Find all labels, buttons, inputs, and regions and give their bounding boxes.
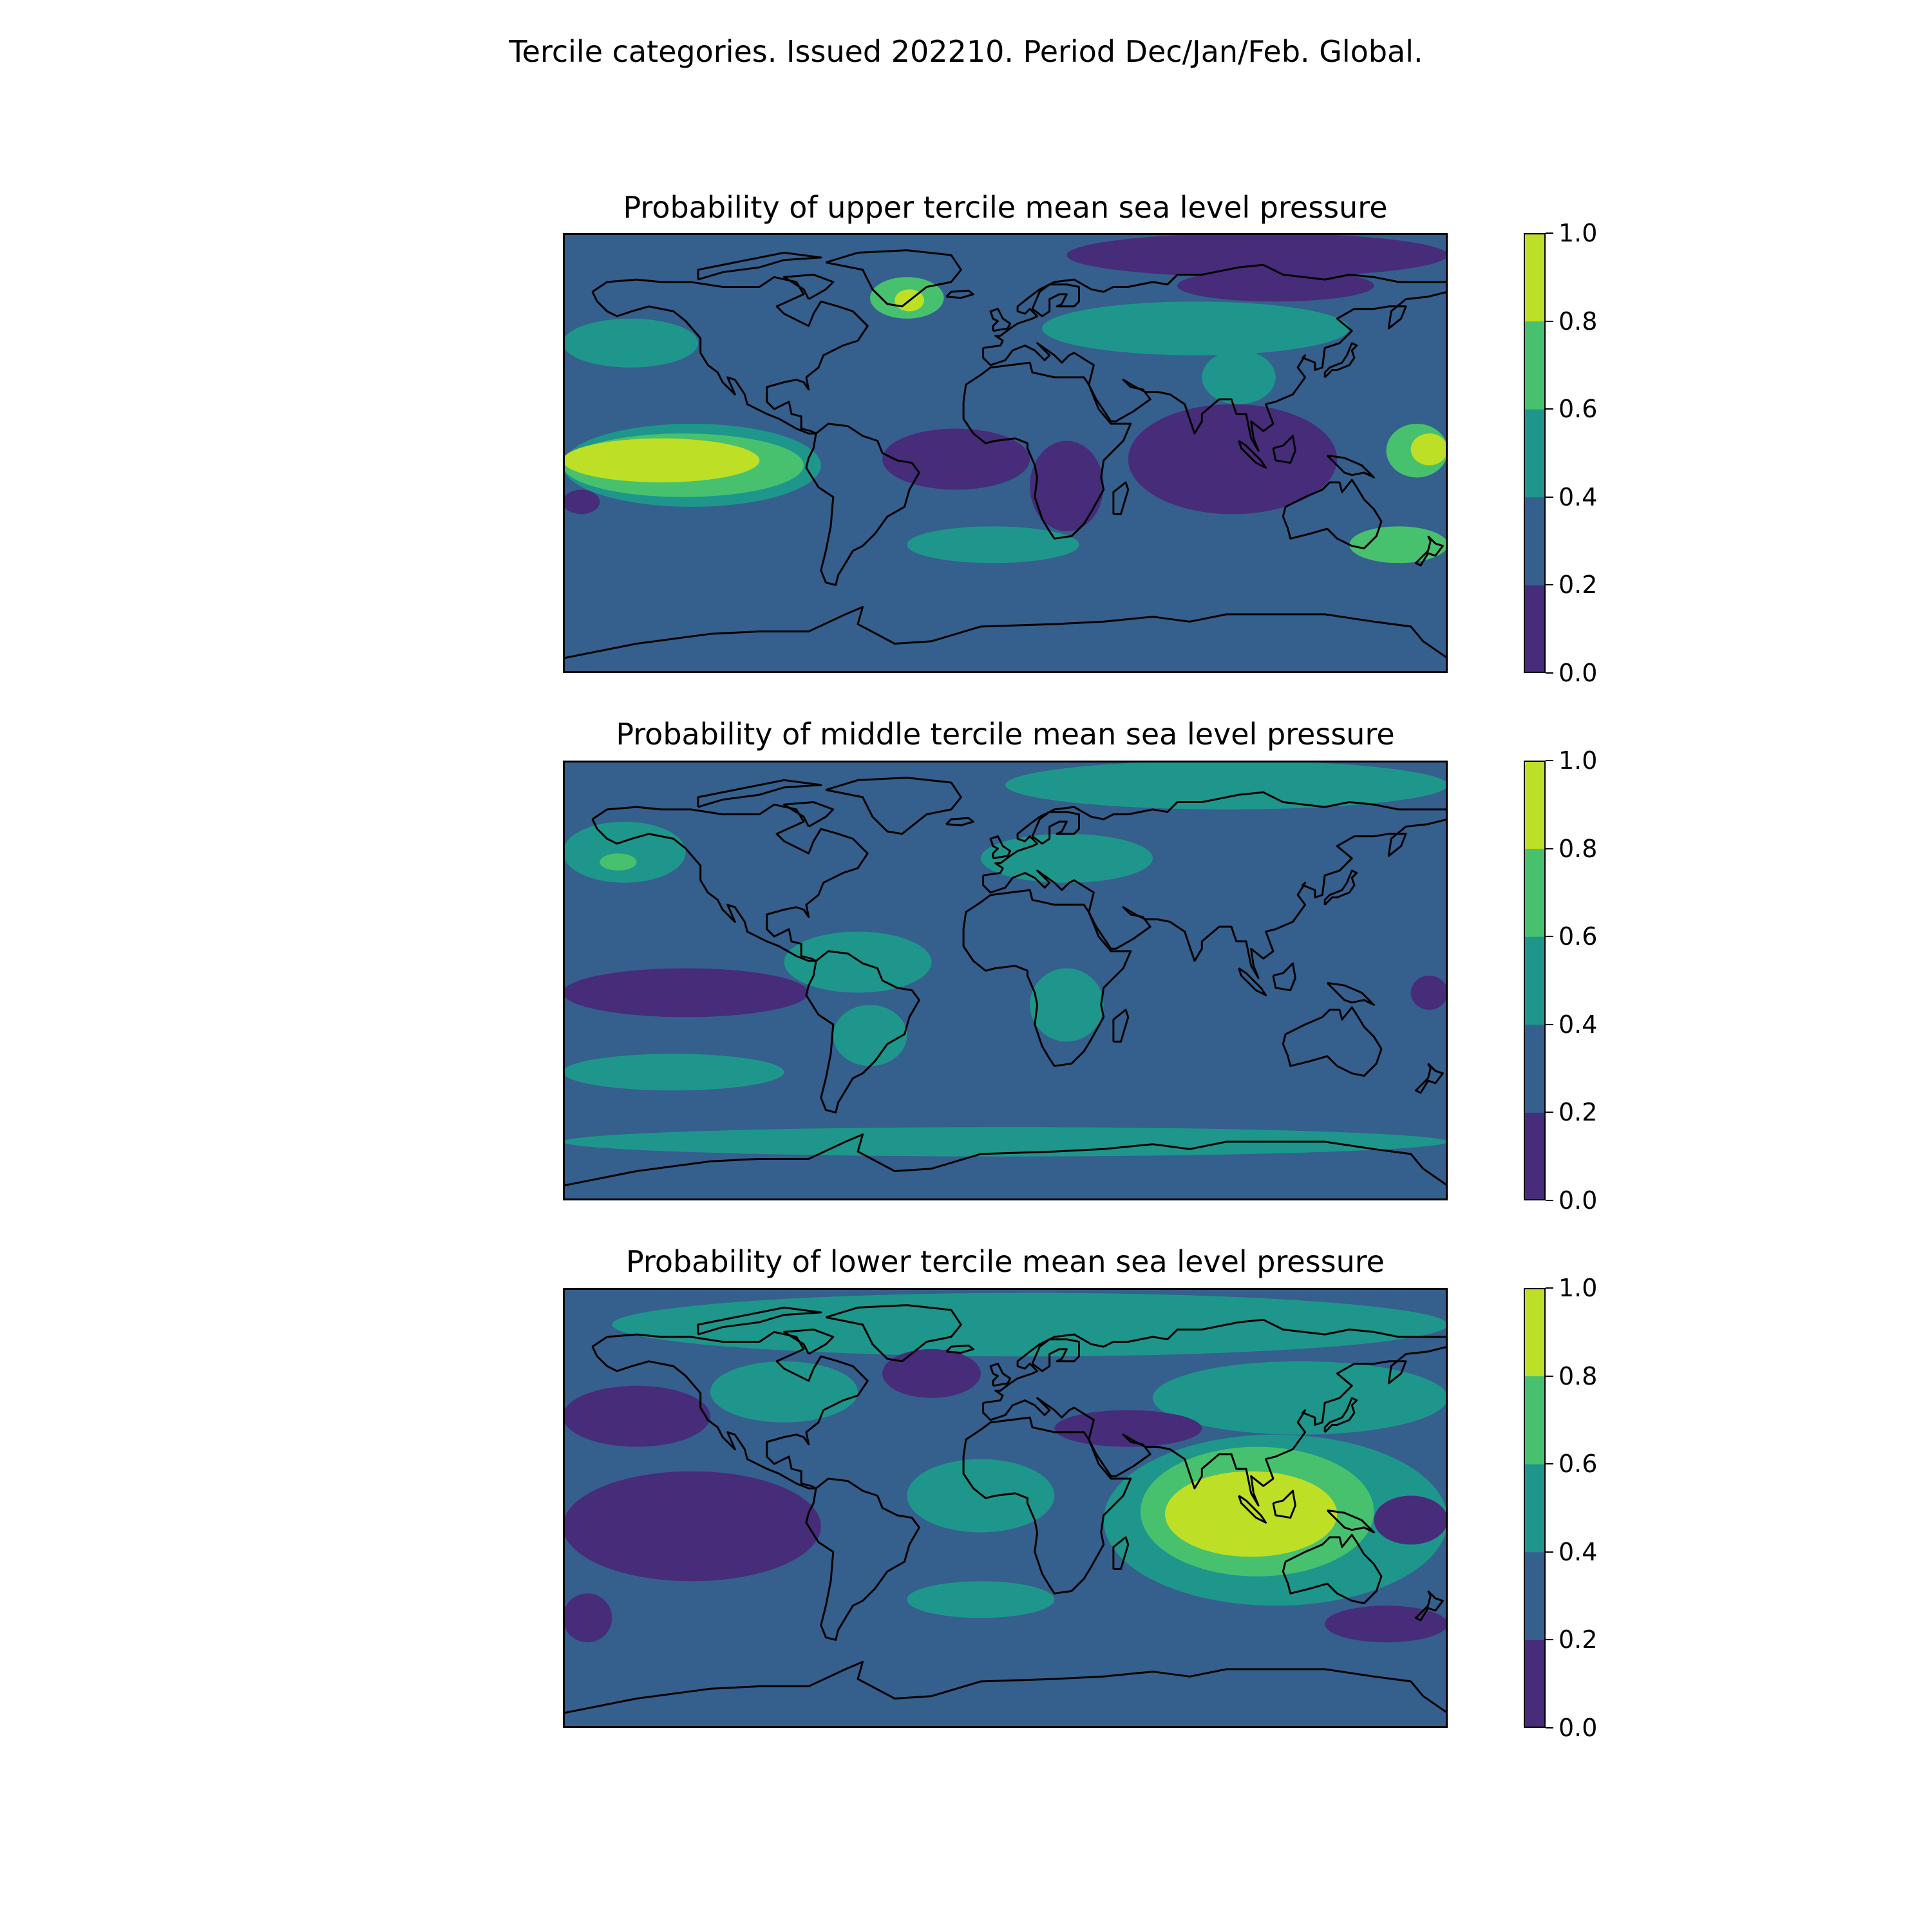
colorbar-level bbox=[1524, 761, 1546, 849]
colorbar-tick bbox=[1546, 672, 1553, 674]
colorbar bbox=[1524, 233, 1546, 673]
region-tropical-pacific-yellow bbox=[563, 439, 759, 482]
colorbar-tick bbox=[1546, 1551, 1553, 1553]
region-north-pacific-low bbox=[563, 1386, 710, 1447]
colorbar-tick bbox=[1546, 1112, 1553, 1113]
map-canvas bbox=[563, 1288, 1448, 1728]
panel-title: Probability of middle tercile mean sea level pressure bbox=[616, 717, 1395, 752]
colorbar-tick-label: 0.6 bbox=[1558, 922, 1598, 951]
region-south-atlantic-teal bbox=[907, 526, 1079, 563]
region-southeast-pacific-low bbox=[563, 1593, 612, 1642]
colorbar-tick-label: 0.6 bbox=[1558, 395, 1598, 424]
colorbar-tick bbox=[1546, 1727, 1553, 1728]
panel-title: Probability of upper tercile mean sea level pressure bbox=[623, 190, 1388, 225]
colorbar-tick-label: 1.0 bbox=[1558, 1274, 1598, 1302]
colorbar-tick bbox=[1546, 321, 1553, 322]
region-eurasia-teal-band bbox=[1042, 301, 1349, 355]
panel-title: Probability of lower tercile mean sea level pressure bbox=[626, 1244, 1385, 1279]
probability-map bbox=[563, 761, 1448, 1200]
region-west-pacific-low bbox=[1374, 1496, 1448, 1545]
colorbar-tick-label: 0.8 bbox=[1558, 307, 1598, 336]
colorbar-level bbox=[1524, 497, 1546, 585]
colorbar-tick-label: 0.2 bbox=[1558, 571, 1598, 600]
colorbar-tick bbox=[1546, 1463, 1553, 1464]
colorbar-level bbox=[1524, 321, 1546, 410]
probability-map bbox=[563, 1288, 1448, 1728]
figure-title: Tercile categories. Issued 202210. Period Dec/Jan/Feb. Global. bbox=[509, 34, 1423, 69]
colorbar bbox=[1524, 761, 1546, 1200]
region-south-pacific-teal bbox=[563, 1054, 784, 1090]
region-north-pacific-teal bbox=[563, 319, 698, 368]
region-south-asia-teal bbox=[1202, 350, 1276, 404]
region-north-atlantic-low bbox=[882, 1349, 981, 1398]
region-south-atlantic-teal bbox=[907, 1581, 1054, 1618]
colorbar-tick bbox=[1546, 1287, 1553, 1289]
colorbar-tick-label: 1.0 bbox=[1558, 746, 1598, 775]
colorbar-tick bbox=[1546, 760, 1553, 761]
colorbar-level bbox=[1524, 585, 1546, 673]
colorbar-level bbox=[1524, 1464, 1546, 1552]
region-arctic-teal bbox=[1005, 761, 1448, 810]
colorbar-tick-label: 1.0 bbox=[1558, 219, 1598, 247]
colorbar-tick bbox=[1546, 497, 1553, 498]
region-west-pacific-low bbox=[1411, 976, 1448, 1010]
colorbar-level bbox=[1524, 1025, 1546, 1113]
region-south-pacific-green bbox=[1349, 526, 1448, 563]
region-south-pacific-low bbox=[1325, 1605, 1448, 1642]
colorbar-tick bbox=[1546, 1639, 1553, 1640]
colorbar-tick bbox=[1546, 1024, 1553, 1025]
region-tropical-atlantic-low bbox=[882, 429, 1030, 490]
region-north-pacific-green bbox=[600, 853, 636, 871]
colorbar-tick bbox=[1546, 936, 1553, 937]
probability-map bbox=[563, 233, 1448, 673]
map-canvas bbox=[563, 761, 1448, 1200]
colorbar-tick-label: 0.8 bbox=[1558, 834, 1598, 863]
region-west-pacific-yellow bbox=[1411, 433, 1448, 465]
region-africa-teal bbox=[1030, 969, 1104, 1042]
colorbar-level bbox=[1524, 1376, 1546, 1464]
colorbar-canvas bbox=[1524, 1288, 1546, 1728]
colorbar-level bbox=[1524, 1640, 1546, 1728]
region-tropical-pacific-low bbox=[563, 1472, 821, 1582]
colorbar-level bbox=[1524, 233, 1546, 321]
region-north-america-teal bbox=[710, 1361, 858, 1423]
colorbar-level bbox=[1524, 1112, 1546, 1200]
region-southeast-pacific-low bbox=[563, 489, 600, 514]
colorbar-tick-label: 0.4 bbox=[1558, 1537, 1598, 1566]
colorbar-tick-label: 0.2 bbox=[1558, 1625, 1598, 1654]
colorbar-canvas bbox=[1524, 761, 1546, 1200]
colorbar-level bbox=[1524, 409, 1546, 497]
colorbar-tick-label: 0.0 bbox=[1558, 659, 1598, 687]
colorbar bbox=[1524, 1288, 1546, 1728]
region-mideast-low bbox=[1054, 1410, 1202, 1447]
colorbar-tick-label: 0.6 bbox=[1558, 1450, 1598, 1479]
region-atlantic-teal bbox=[907, 1459, 1054, 1533]
colorbar-tick bbox=[1546, 232, 1553, 234]
colorbar-canvas bbox=[1524, 233, 1546, 673]
colorbar-tick bbox=[1546, 584, 1553, 585]
map-canvas bbox=[563, 233, 1448, 673]
colorbar-tick-label: 0.8 bbox=[1558, 1361, 1598, 1390]
colorbar-tick-label: 0.0 bbox=[1558, 1714, 1598, 1742]
colorbar-tick-label: 0.4 bbox=[1558, 1010, 1598, 1039]
colorbar-tick bbox=[1546, 408, 1553, 410]
colorbar-tick bbox=[1546, 848, 1553, 849]
colorbar-tick-label: 0.4 bbox=[1558, 482, 1598, 511]
colorbar-tick bbox=[1546, 1200, 1553, 1201]
colorbar-level bbox=[1524, 1552, 1546, 1640]
region-tropical-pacific-low bbox=[563, 969, 809, 1018]
colorbar-level bbox=[1524, 1288, 1546, 1376]
colorbar-level bbox=[1524, 849, 1546, 937]
colorbar-tick-label: 0.0 bbox=[1558, 1186, 1598, 1215]
colorbar-tick-label: 0.2 bbox=[1558, 1098, 1598, 1127]
region-north-pacific-teal bbox=[563, 822, 686, 883]
region-central-america-teal bbox=[784, 932, 932, 993]
colorbar-tick bbox=[1546, 1376, 1553, 1377]
region-south-america-teal bbox=[833, 1005, 907, 1066]
colorbar-level bbox=[1524, 936, 1546, 1025]
